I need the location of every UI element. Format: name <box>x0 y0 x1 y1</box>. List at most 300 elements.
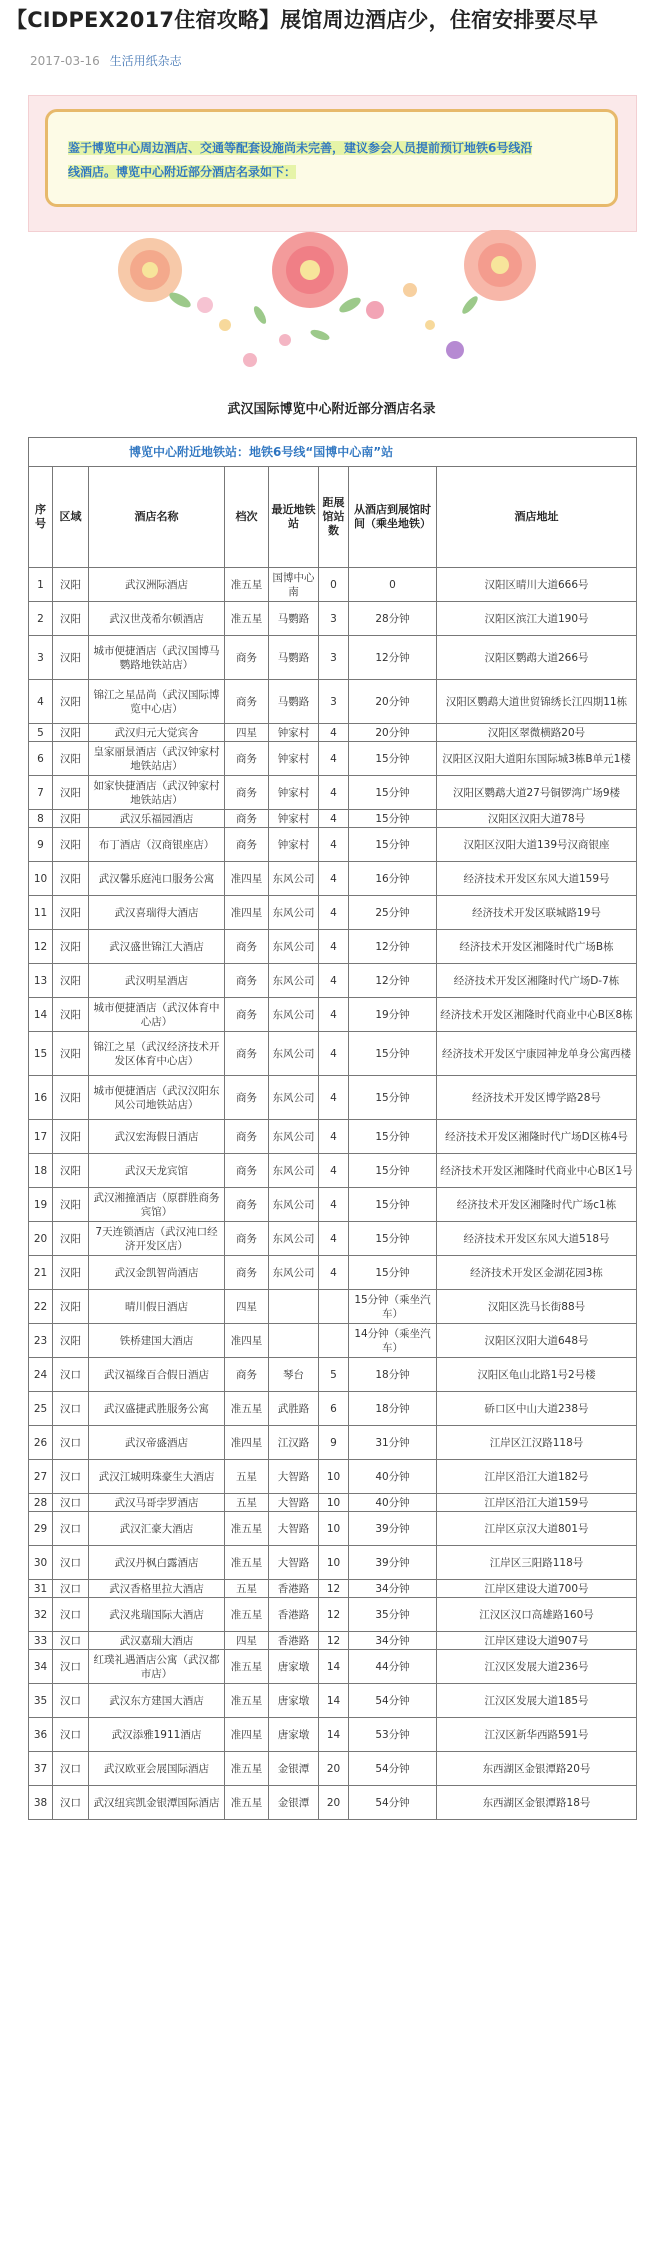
cell-station: 东风公司 <box>269 1256 319 1290</box>
cell-address: 江汉区汉口高雄路160号 <box>437 1598 637 1632</box>
article-source-link[interactable]: 生活用纸杂志 <box>109 54 182 68</box>
cell-address: 江岸区京汉大道801号 <box>437 1512 637 1546</box>
cell-district: 汉口 <box>53 1392 89 1426</box>
cell-stations-count: 3 <box>319 602 349 636</box>
cell-address: 经济技术开发区湘隆时代广场B栋 <box>437 930 637 964</box>
cell-station: 香港路 <box>269 1598 319 1632</box>
cell-district: 汉阳 <box>53 1256 89 1290</box>
cell-station: 大智路 <box>269 1494 319 1512</box>
cell-grade: 准四星 <box>225 862 269 896</box>
cell-address: 汉阳区鹦鹉大道世贸锦绣长江四期11栋 <box>437 680 637 724</box>
cell-index: 37 <box>29 1752 53 1786</box>
cell-hotel-name: 武汉湘撞酒店（原群胜商务宾馆） <box>89 1188 225 1222</box>
cell-station: 东风公司 <box>269 1032 319 1076</box>
cell-hotel-name: 武汉添雅1911酒店 <box>89 1718 225 1752</box>
cell-grade: 商务 <box>225 1032 269 1076</box>
cell-stations-count: 6 <box>319 1392 349 1426</box>
cell-index: 36 <box>29 1718 53 1752</box>
cell-address: 汉阳区汉阳大道648号 <box>437 1324 637 1358</box>
cell-address: 汉阳区汉阳大道阳东国际城3栋B单元1楼 <box>437 742 637 776</box>
cell-station: 东风公司 <box>269 1222 319 1256</box>
cell-index: 24 <box>29 1358 53 1392</box>
cell-index: 10 <box>29 862 53 896</box>
notice-box <box>45 109 618 207</box>
cell-travel-time: 15分钟 <box>349 776 437 810</box>
cell-station: 武胜路 <box>269 1392 319 1426</box>
cell-district: 汉口 <box>53 1684 89 1718</box>
table-row <box>29 680 637 724</box>
cell-address: 江岸区建设大道907号 <box>437 1632 637 1650</box>
cell-hotel-name: 武汉福缘百合假日酒店 <box>89 1358 225 1392</box>
cell-index: 31 <box>29 1580 53 1598</box>
cell-station: 东风公司 <box>269 1076 319 1120</box>
cell-stations-count: 10 <box>319 1494 349 1512</box>
cell-index: 28 <box>29 1494 53 1512</box>
cell-stations-count <box>319 1324 349 1358</box>
cell-index: 29 <box>29 1512 53 1546</box>
table-row <box>29 1188 637 1222</box>
cell-station: 马鹦路 <box>269 602 319 636</box>
cell-grade: 准五星 <box>225 1546 269 1580</box>
cell-index: 25 <box>29 1392 53 1426</box>
cell-hotel-name: 武汉马哥孛罗酒店 <box>89 1494 225 1512</box>
header-hotel-name: 酒店名称 <box>89 467 225 568</box>
cell-hotel-name: 布丁酒店（汉商银座店） <box>89 828 225 862</box>
cell-district: 汉阳 <box>53 828 89 862</box>
cell-grade: 准四星 <box>225 1324 269 1358</box>
cell-index: 30 <box>29 1546 53 1580</box>
table-row <box>29 776 637 810</box>
cell-station: 钟家村 <box>269 828 319 862</box>
cell-address: 江汉区发展大道185号 <box>437 1684 637 1718</box>
cell-travel-time: 12分钟 <box>349 636 437 680</box>
cell-stations-count: 14 <box>319 1650 349 1684</box>
cell-index: 8 <box>29 810 53 828</box>
cell-station: 东风公司 <box>269 930 319 964</box>
cell-travel-time: 28分钟 <box>349 602 437 636</box>
cell-stations-count: 4 <box>319 1076 349 1120</box>
cell-station: 东风公司 <box>269 896 319 930</box>
cell-address: 江岸区建设大道700号 <box>437 1580 637 1598</box>
cell-travel-time: 40分钟 <box>349 1460 437 1494</box>
cell-address: 经济技术开发区宁康园神龙单身公寓西楼 <box>437 1032 637 1076</box>
cell-hotel-name: 城市便捷酒店（武汉体育中心店） <box>89 998 225 1032</box>
cell-grade: 商务 <box>225 776 269 810</box>
cell-travel-time: 53分钟 <box>349 1718 437 1752</box>
table-row <box>29 964 637 998</box>
table-row <box>29 568 637 602</box>
hotel-table <box>28 437 637 1820</box>
cell-travel-time: 0 <box>349 568 437 602</box>
table-row <box>29 1684 637 1718</box>
cell-travel-time: 54分钟 <box>349 1786 437 1820</box>
table-row <box>29 742 637 776</box>
cell-travel-time: 20分钟 <box>349 680 437 724</box>
article-meta <box>30 52 182 69</box>
cell-district: 汉口 <box>53 1650 89 1684</box>
cell-index: 18 <box>29 1154 53 1188</box>
cell-stations-count: 12 <box>319 1632 349 1650</box>
cell-station: 马鹦路 <box>269 680 319 724</box>
cell-address: 汉阳区洗马长街88号 <box>437 1290 637 1324</box>
cell-stations-count: 3 <box>319 636 349 680</box>
cell-index: 19 <box>29 1188 53 1222</box>
cell-address: 东西湖区金银潭路18号 <box>437 1786 637 1820</box>
table-row <box>29 1718 637 1752</box>
cell-station: 钟家村 <box>269 776 319 810</box>
cell-district: 汉阳 <box>53 636 89 680</box>
cell-stations-count: 14 <box>319 1684 349 1718</box>
cell-grade: 准五星 <box>225 602 269 636</box>
cell-grade: 五星 <box>225 1460 269 1494</box>
cell-hotel-name: 武汉馨乐庭沌口服务公寓 <box>89 862 225 896</box>
cell-index: 15 <box>29 1032 53 1076</box>
cell-grade: 准五星 <box>225 1752 269 1786</box>
cell-grade: 商务 <box>225 680 269 724</box>
cell-station: 东风公司 <box>269 1120 319 1154</box>
cell-station: 金银潭 <box>269 1786 319 1820</box>
header-address: 酒店地址 <box>437 467 637 568</box>
cell-address: 江汉区新华西路591号 <box>437 1718 637 1752</box>
cell-stations-count: 0 <box>319 568 349 602</box>
cell-station: 唐家墩 <box>269 1650 319 1684</box>
cell-index: 7 <box>29 776 53 810</box>
cell-index: 17 <box>29 1120 53 1154</box>
notice-line-2: 线酒店。博览中心附近部分酒店名录如下： <box>68 165 297 179</box>
cell-address: 江汉区发展大道236号 <box>437 1650 637 1684</box>
cell-district: 汉阳 <box>53 1188 89 1222</box>
cell-station: 琴台 <box>269 1358 319 1392</box>
cell-station: 大智路 <box>269 1460 319 1494</box>
table-row <box>29 810 637 828</box>
cell-grade: 四星 <box>225 1290 269 1324</box>
cell-travel-time: 15分钟 <box>349 1154 437 1188</box>
cell-index: 1 <box>29 568 53 602</box>
table-row <box>29 1580 637 1598</box>
cell-address: 东西湖区金银潭路20号 <box>437 1752 637 1786</box>
header-grade: 档次 <box>225 467 269 568</box>
cell-stations-count: 4 <box>319 930 349 964</box>
cell-address: 经济技术开发区联城路19号 <box>437 896 637 930</box>
table-row <box>29 1546 637 1580</box>
cell-hotel-name: 武汉盛世锦江大酒店 <box>89 930 225 964</box>
cell-index: 13 <box>29 964 53 998</box>
cell-travel-time: 15分钟（乘坐汽车） <box>349 1290 437 1324</box>
cell-hotel-name: 锦江之星品尚（武汉国际博览中心店） <box>89 680 225 724</box>
cell-district: 汉阳 <box>53 742 89 776</box>
table-row <box>29 1392 637 1426</box>
cell-stations-count: 4 <box>319 896 349 930</box>
cell-hotel-name: 武汉金凯智尚酒店 <box>89 1256 225 1290</box>
cell-index: 35 <box>29 1684 53 1718</box>
cell-grade: 商务 <box>225 742 269 776</box>
cell-stations-count: 10 <box>319 1512 349 1546</box>
cell-district: 汉口 <box>53 1460 89 1494</box>
cell-grade: 商务 <box>225 828 269 862</box>
cell-stations-count: 4 <box>319 964 349 998</box>
header-stations-count: 距展馆站数 <box>319 467 349 568</box>
cell-grade: 商务 <box>225 1358 269 1392</box>
cell-index: 38 <box>29 1786 53 1820</box>
article-date: 2017-03-16 <box>30 54 100 68</box>
table-row <box>29 724 637 742</box>
cell-stations-count: 4 <box>319 828 349 862</box>
cell-grade: 准四星 <box>225 1718 269 1752</box>
cell-district: 汉口 <box>53 1512 89 1546</box>
cell-address: 汉阳区鹦鹉大道27号铜锣湾广场9楼 <box>437 776 637 810</box>
cell-travel-time: 18分钟 <box>349 1358 437 1392</box>
table-row <box>29 862 637 896</box>
cell-travel-time: 34分钟 <box>349 1580 437 1598</box>
cell-hotel-name: 晴川假日酒店 <box>89 1290 225 1324</box>
cell-index: 12 <box>29 930 53 964</box>
cell-travel-time: 15分钟 <box>349 810 437 828</box>
cell-hotel-name: 武汉宏海假日酒店 <box>89 1120 225 1154</box>
cell-address: 经济技术开发区湘隆时代广场D-7栋 <box>437 964 637 998</box>
cell-hotel-name: 如家快捷酒店（武汉钟家村地铁站店） <box>89 776 225 810</box>
cell-district: 汉阳 <box>53 930 89 964</box>
table-row <box>29 1598 637 1632</box>
table-section-title: 博览中心附近地铁站：地铁6号线“国博中心南”站 <box>29 438 637 467</box>
cell-hotel-name: 红璞礼遇酒店公寓（武汉都市店） <box>89 1650 225 1684</box>
cell-grade: 商务 <box>225 1076 269 1120</box>
cell-hotel-name: 武汉明星酒店 <box>89 964 225 998</box>
cell-hotel-name: 武汉盛捷武胜服务公寓 <box>89 1392 225 1426</box>
cell-station: 钟家村 <box>269 742 319 776</box>
cell-travel-time: 44分钟 <box>349 1650 437 1684</box>
cell-station: 东风公司 <box>269 1154 319 1188</box>
table-row <box>29 1494 637 1512</box>
cell-travel-time: 54分钟 <box>349 1752 437 1786</box>
cell-station: 金银潭 <box>269 1752 319 1786</box>
cell-district: 汉阳 <box>53 1154 89 1188</box>
cell-station: 东风公司 <box>269 862 319 896</box>
cell-grade: 五星 <box>225 1494 269 1512</box>
cell-grade: 商务 <box>225 964 269 998</box>
cell-hotel-name: 城市便捷酒店（武汉汉阳东风公司地铁站店） <box>89 1076 225 1120</box>
cell-grade: 准五星 <box>225 1392 269 1426</box>
cell-grade: 商务 <box>225 1256 269 1290</box>
cell-stations-count: 4 <box>319 1256 349 1290</box>
cell-travel-time: 19分钟 <box>349 998 437 1032</box>
cell-stations-count: 20 <box>319 1786 349 1820</box>
cell-address: 经济技术开发区湘隆时代广场c1栋 <box>437 1188 637 1222</box>
cell-hotel-name: 锦江之星（武汉经济技术开发区体育中心店） <box>89 1032 225 1076</box>
table-row <box>29 1256 637 1290</box>
cell-hotel-name: 7天连锁酒店（武汉沌口经济开发区店） <box>89 1222 225 1256</box>
hotel-list-subtitle: 武汉国际博览中心附近部分酒店名录 <box>227 402 436 417</box>
cell-hotel-name: 皇家丽景酒店（武汉钟家村地铁站店） <box>89 742 225 776</box>
cell-grade: 准四星 <box>225 1426 269 1460</box>
cell-index: 5 <box>29 724 53 742</box>
cell-district: 汉口 <box>53 1580 89 1598</box>
cell-district: 汉口 <box>53 1494 89 1512</box>
cell-district: 汉阳 <box>53 1076 89 1120</box>
cell-address: 经济技术开发区东风大道518号 <box>437 1222 637 1256</box>
cell-station: 钟家村 <box>269 724 319 742</box>
cell-travel-time: 15分钟 <box>349 828 437 862</box>
cell-travel-time: 54分钟 <box>349 1684 437 1718</box>
cell-district: 汉阳 <box>53 776 89 810</box>
cell-hotel-name: 武汉兆瑞国际大酒店 <box>89 1598 225 1632</box>
header-index: 序号 <box>29 467 53 568</box>
cell-travel-time: 15分钟 <box>349 1222 437 1256</box>
cell-station: 唐家墩 <box>269 1684 319 1718</box>
table-row <box>29 1358 637 1392</box>
table-row <box>29 1460 637 1494</box>
cell-address: 汉阳区汉阳大道78号 <box>437 810 637 828</box>
cell-index: 34 <box>29 1650 53 1684</box>
cell-grade: 准五星 <box>225 568 269 602</box>
cell-address: 江岸区江汉路118号 <box>437 1426 637 1460</box>
cell-hotel-name: 武汉归元大觉宾舍 <box>89 724 225 742</box>
cell-travel-time: 40分钟 <box>349 1494 437 1512</box>
cell-travel-time: 31分钟 <box>349 1426 437 1460</box>
cell-address: 汉阳区鹦鹉大道266号 <box>437 636 637 680</box>
cell-hotel-name: 武汉江城明珠豪生大酒店 <box>89 1460 225 1494</box>
cell-travel-time: 15分钟 <box>349 1076 437 1120</box>
cell-index: 4 <box>29 680 53 724</box>
table-row <box>29 930 637 964</box>
table-row <box>29 896 637 930</box>
cell-stations-count: 4 <box>319 862 349 896</box>
table-row <box>29 1752 637 1786</box>
cell-stations-count: 4 <box>319 998 349 1032</box>
cell-travel-time: 39分钟 <box>349 1546 437 1580</box>
cell-hotel-name: 武汉喜瑞得大酒店 <box>89 896 225 930</box>
cell-grade: 商务 <box>225 636 269 680</box>
cell-stations-count: 12 <box>319 1598 349 1632</box>
cell-district: 汉阳 <box>53 896 89 930</box>
cell-stations-count: 4 <box>319 1188 349 1222</box>
cell-stations-count: 4 <box>319 724 349 742</box>
cell-index: 23 <box>29 1324 53 1358</box>
cell-index: 27 <box>29 1460 53 1494</box>
cell-stations-count: 4 <box>319 810 349 828</box>
table-row <box>29 1222 637 1256</box>
cell-address: 汉阳区龟山北路1号2号楼 <box>437 1358 637 1392</box>
cell-index: 22 <box>29 1290 53 1324</box>
header-district: 区域 <box>53 467 89 568</box>
cell-travel-time: 34分钟 <box>349 1632 437 1650</box>
cell-index: 6 <box>29 742 53 776</box>
hotel-table-wrapper <box>28 437 636 1820</box>
cell-district: 汉阳 <box>53 1222 89 1256</box>
cell-stations-count: 9 <box>319 1426 349 1460</box>
cell-index: 9 <box>29 828 53 862</box>
cell-district: 汉阳 <box>53 724 89 742</box>
cell-station: 大智路 <box>269 1512 319 1546</box>
article-title: 【CIDPEX2017住宿攻略】展馆周边酒店少，住宿安排要尽早 <box>6 8 599 32</box>
cell-grade: 商务 <box>225 1188 269 1222</box>
cell-travel-time: 15分钟 <box>349 742 437 776</box>
table-row <box>29 1290 637 1324</box>
cell-travel-time: 25分钟 <box>349 896 437 930</box>
cell-address: 汉阳区翠微横路20号 <box>437 724 637 742</box>
cell-station: 钟家村 <box>269 810 319 828</box>
table-row <box>29 1632 637 1650</box>
cell-station: 香港路 <box>269 1632 319 1650</box>
cell-grade: 准四星 <box>225 896 269 930</box>
table-row <box>29 1154 637 1188</box>
table-row <box>29 1120 637 1154</box>
cell-stations-count: 3 <box>319 680 349 724</box>
table-row <box>29 1324 637 1358</box>
cell-station: 东风公司 <box>269 998 319 1032</box>
cell-grade: 商务 <box>225 998 269 1032</box>
cell-stations-count: 5 <box>319 1358 349 1392</box>
cell-index: 26 <box>29 1426 53 1460</box>
cell-stations-count: 10 <box>319 1460 349 1494</box>
header-travel-time: 从酒店到展馆时间（乘坐地铁） <box>349 467 437 568</box>
cell-hotel-name: 武汉欧亚会展国际酒店 <box>89 1752 225 1786</box>
flower-left <box>118 238 182 302</box>
table-row <box>29 1032 637 1076</box>
cell-district: 汉阳 <box>53 810 89 828</box>
cell-district: 汉口 <box>53 1752 89 1786</box>
cell-travel-time: 39分钟 <box>349 1512 437 1546</box>
cell-stations-count: 4 <box>319 1032 349 1076</box>
cell-travel-time: 16分钟 <box>349 862 437 896</box>
cell-stations-count <box>319 1290 349 1324</box>
cell-address: 经济技术开发区湘隆时代商业中心B区1号 <box>437 1154 637 1188</box>
cell-grade: 准五星 <box>225 1786 269 1820</box>
cell-hotel-name: 武汉丹枫白露酒店 <box>89 1546 225 1580</box>
cell-hotel-name: 武汉洲际酒店 <box>89 568 225 602</box>
cell-district: 汉阳 <box>53 998 89 1032</box>
cell-district: 汉阳 <box>53 862 89 896</box>
cell-travel-time: 15分钟 <box>349 1256 437 1290</box>
cell-address: 江岸区三阳路118号 <box>437 1546 637 1580</box>
cell-grade: 商务 <box>225 1154 269 1188</box>
cell-stations-count: 4 <box>319 1120 349 1154</box>
cell-hotel-name: 武汉乐福园酒店 <box>89 810 225 828</box>
cell-grade: 商务 <box>225 930 269 964</box>
cell-hotel-name: 武汉东方建国大酒店 <box>89 1684 225 1718</box>
hotel-table-body <box>29 568 637 1820</box>
cell-district: 汉口 <box>53 1426 89 1460</box>
cell-grade: 商务 <box>225 1120 269 1154</box>
cell-address: 经济技术开发区东风大道159号 <box>437 862 637 896</box>
cell-grade: 准五星 <box>225 1684 269 1718</box>
cell-stations-count: 20 <box>319 1752 349 1786</box>
table-row <box>29 636 637 680</box>
cell-district: 汉阳 <box>53 568 89 602</box>
cell-index: 33 <box>29 1632 53 1650</box>
cell-station: 东风公司 <box>269 1188 319 1222</box>
cell-travel-time: 18分钟 <box>349 1392 437 1426</box>
cell-stations-count: 4 <box>319 776 349 810</box>
flower-decoration <box>110 230 590 405</box>
table-section-row <box>29 438 637 467</box>
cell-stations-count: 4 <box>319 742 349 776</box>
cell-grade: 准五星 <box>225 1598 269 1632</box>
cell-district: 汉口 <box>53 1546 89 1580</box>
cell-index: 21 <box>29 1256 53 1290</box>
cell-hotel-name: 武汉香格里拉大酒店 <box>89 1580 225 1598</box>
cell-station: 香港路 <box>269 1580 319 1598</box>
cell-district: 汉口 <box>53 1632 89 1650</box>
cell-index: 32 <box>29 1598 53 1632</box>
cell-district: 汉阳 <box>53 964 89 998</box>
cell-address: 汉阳区滨江大道190号 <box>437 602 637 636</box>
cell-index: 2 <box>29 602 53 636</box>
flower-right <box>464 230 536 301</box>
cell-station <box>269 1324 319 1358</box>
cell-stations-count: 4 <box>319 1154 349 1188</box>
cell-grade: 商务 <box>225 810 269 828</box>
table-row <box>29 1650 637 1684</box>
